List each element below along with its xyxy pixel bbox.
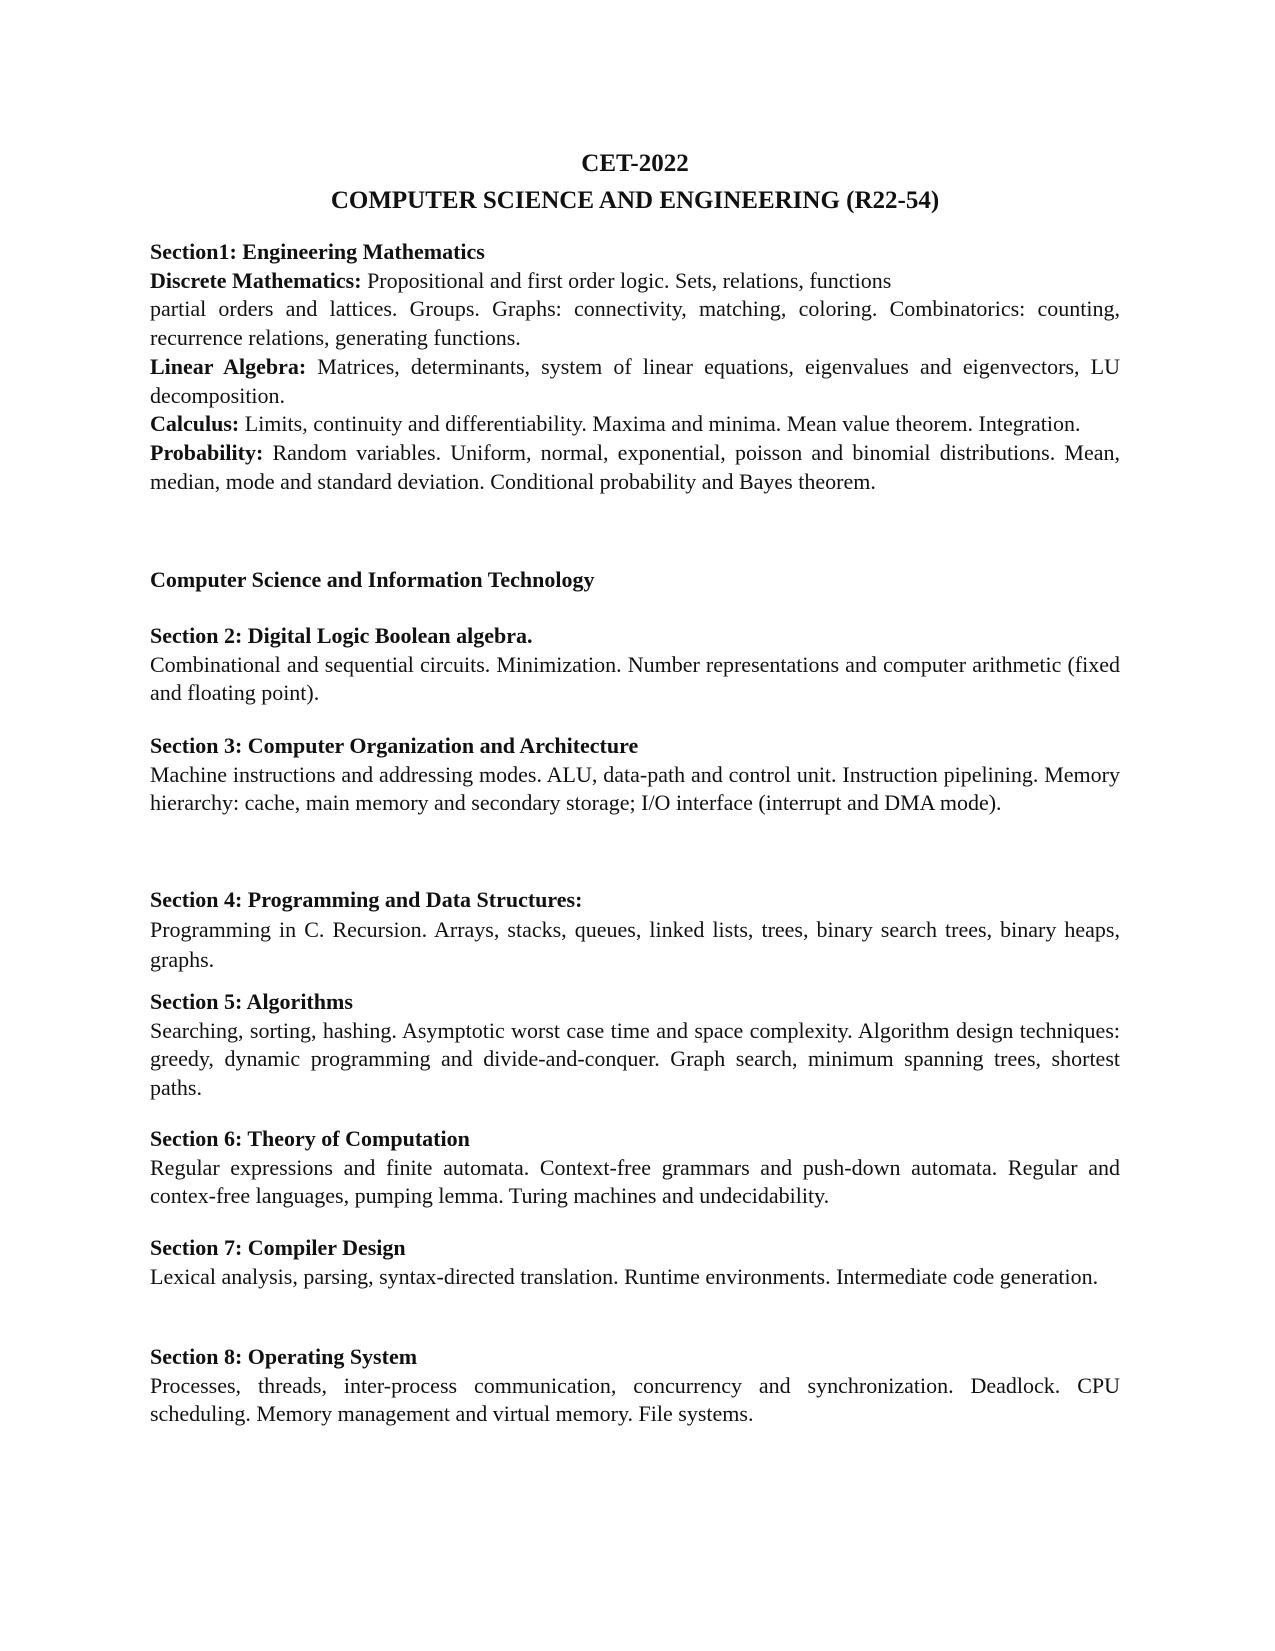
section-8-heading: Section 8: Operating System — [150, 1344, 418, 1369]
section-8-text: Processes, threads, inter-process communication, concurrency and synchronization. Deadlock. CPU scheduling. Memory management and virtual memory. File systems. — [150, 1372, 1120, 1427]
section-7-heading: Section 7: Compiler Design — [150, 1235, 406, 1260]
linear-algebra-label: Linear Algebra: — [150, 353, 307, 379]
discrete-math-text: partial orders and lattices. Groups. Graphs: connectivity, matching, coloring. Combinatorics: counting, recurrence relations, generating functions. — [150, 296, 1120, 351]
section-6 — [150, 1125, 1120, 1211]
section-5-heading: Section 5: Algorithms — [150, 989, 353, 1014]
section-6-text: Regular expressions and finite automata. Context-free grammars and push-down automata. Regular and contex-free languages, pumping lemma. Turing machines and undecidability. — [150, 1154, 1120, 1209]
calculus-paragraph — [150, 410, 1120, 439]
cs-it-heading: Computer Science and Information Technology — [150, 567, 595, 592]
section-2 — [150, 622, 1120, 708]
linear-algebra-text: Matrices, determinants, system of linear equations, eigenvalues and eigenvectors, LU decomposition. — [150, 353, 1121, 408]
section-1-heading: Section1: Engineering Mathematics — [150, 239, 485, 264]
section-4-text: Programming in C. Recursion. Arrays, stacks, queues, linked lists, trees, binary search trees, binary heaps, graphs. — [150, 916, 1120, 972]
section-4-heading: Section 4: Programming and Data Structures: — [150, 887, 583, 912]
probability-text: Random variables. Uniform, normal, exponential, poisson and binomial distributions. Mean, median, mode and standard deviation. Conditional probability and Bayes theorem. — [150, 439, 1120, 494]
section-4 — [150, 886, 1120, 975]
calculus-text: Limits, continuity and differentiability. Maxima and minima. Mean value theorem. Integration. — [239, 411, 1081, 437]
section-2-heading: Section 2: Digital Logic Boolean algebra. — [150, 623, 533, 648]
document-title-subject: COMPUTER SCIENCE AND ENGINEERING (R22-54) — [330, 187, 940, 214]
section-3 — [150, 732, 1120, 818]
probability-paragraph — [150, 439, 1120, 496]
section-5 — [150, 988, 1120, 1103]
probability-label: Probability: — [150, 439, 264, 465]
document-page — [150, 0, 1120, 1651]
section-2-text: Combinational and sequential circuits. Minimization. Number representations and computer arithmetic (fixed and floating point). — [150, 651, 1120, 706]
discrete-math-first-line: Propositional and first order logic. Sets, relations, functions — [361, 267, 892, 293]
section-1 — [150, 238, 1120, 496]
document-title-exam: CET-2022 — [581, 150, 689, 177]
section-7-text: Lexical analysis, parsing, syntax-directed translation. Runtime environments. Intermediate code generation. — [150, 1263, 1099, 1289]
section-3-text: Machine instructions and addressing modes. ALU, data-path and control unit. Instruction pipelining. Memory hierarchy: cache, main memory and secondary storage; I/O interface (interrupt and DMA mode). — [150, 761, 1120, 816]
discrete-math-label: Discrete Mathematics: — [150, 267, 362, 293]
section-5-text: Searching, sorting, hashing. Asymptotic worst case time and space complexity. Algorithm design techniques: greedy, dynamic programming and divide-and-conquer. Graph search, minimum spanning trees, shortest paths. — [150, 1017, 1120, 1101]
section-6-heading: Section 6: Theory of Computation — [150, 1126, 470, 1151]
linear-algebra-paragraph — [150, 353, 1120, 410]
section-7 — [150, 1234, 1120, 1291]
section-8 — [150, 1343, 1120, 1429]
discrete-math-paragraph — [150, 267, 1120, 353]
section-3-heading: Section 3: Computer Organization and Architecture — [150, 733, 639, 758]
calculus-label: Calculus: — [150, 411, 240, 437]
